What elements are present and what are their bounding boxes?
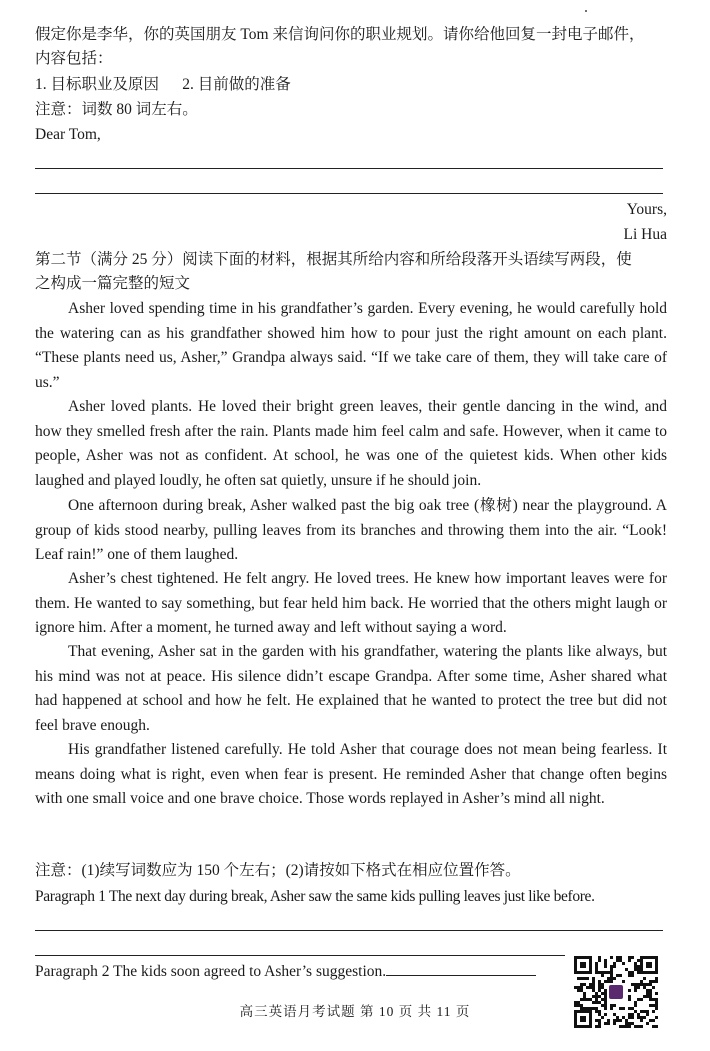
closing: Yours, (626, 201, 667, 218)
section-header-line2: 之构成一篇完整的短文 (35, 275, 191, 292)
answer-line[interactable] (35, 193, 663, 194)
signature: Li Hua (623, 226, 667, 243)
page-footer: 高三英语月考试题 第 10 页 共 11 页 (239, 1004, 471, 1019)
story-paragraph: Asher loved plants. He loved their bright green leaves, their gentle dancing in the wind, and how they smelled fresh after the rain. Plants made him feel calm and safe. However, when it came to people, Asher was not as confident. At school, he was one of the quietest kids. When other kids laughed and played loudly, he often sat quietly, unsure if he should join. (35, 398, 667, 489)
answer-line[interactable] (35, 930, 663, 931)
writing-points: 1. 目标职业及原因 2. 目前做的准备 (35, 76, 291, 93)
paragraph1-start: Paragraph 1 The next day during break, Asher saw the same kids pulling leaves just like before. (35, 888, 595, 905)
story-paragraph: One afternoon during break, Asher walked past the big oak tree (橡树) near the playground. A group of kids stood nearby, pulling leaves from its branches and throwing them into the air. “Look! Leaf rain!” one of them laughed. (35, 497, 667, 563)
answer-blank[interactable] (386, 959, 536, 976)
story-paragraph: His grandfather listened carefully. He told Asher that courage does not mean being fearless. It means doing what is right, even when fear is present. He reminded Asher that change often begins with one small voice and one brave choice. Those words replayed in Asher’s mind all night. (35, 741, 667, 807)
section-header-line1: 第二节（满分 25 分）阅读下面的材料，根据其所给内容和所给段落开头语续写两段，使 (35, 251, 632, 268)
qr-code-icon (572, 954, 660, 1030)
writing-note: 注意：词数 80 词左右。 (35, 101, 198, 118)
story-paragraph: Asher’s chest tightened. He felt angry. He loved trees. He knew how important leaves were for them. He wanted to say something, but fear held him back. He worried that the others might laugh or ignore him. After a moment, he turned away and left without saying a word. (35, 570, 667, 636)
story-paragraph: That evening, Asher sat in the garden with his grandfather, watering the plants like always, but his mind was not at peace. His silence didn’t escape Grandpa. After some time, Asher shared what had happened at school and how he felt. He explained that he wanted to protect the tree but did not feel brave enough. (35, 643, 667, 734)
answer-line[interactable] (35, 168, 663, 169)
story-paragraph: Asher loved spending time in his grandfather’s garden. Every evening, he would carefully hold the watering can as his grandfather showed him how to pour just the right amount on each plant. “These plants need us, Asher,” Grandpa always said. “If we take care of them, they will take care of us.” (35, 300, 667, 391)
salutation: Dear Tom, (35, 126, 101, 143)
writing-prompt-line1: 假定你是李华，你的英国朋友 Tom 来信询问你的职业规划。请你给他回复一封电子邮件， (35, 26, 645, 43)
stray-mark (585, 10, 587, 12)
writing-prompt-line2: 内容包括： (35, 50, 113, 67)
continuation-note: 注意：(1)续写词数应为 150 个左右；(2)请按如下格式在相应位置作答。 (35, 862, 521, 879)
answer-line[interactable] (35, 955, 565, 956)
paragraph2-start: Paragraph 2 The kids soon agreed to Asher’s suggestion. (35, 963, 387, 980)
